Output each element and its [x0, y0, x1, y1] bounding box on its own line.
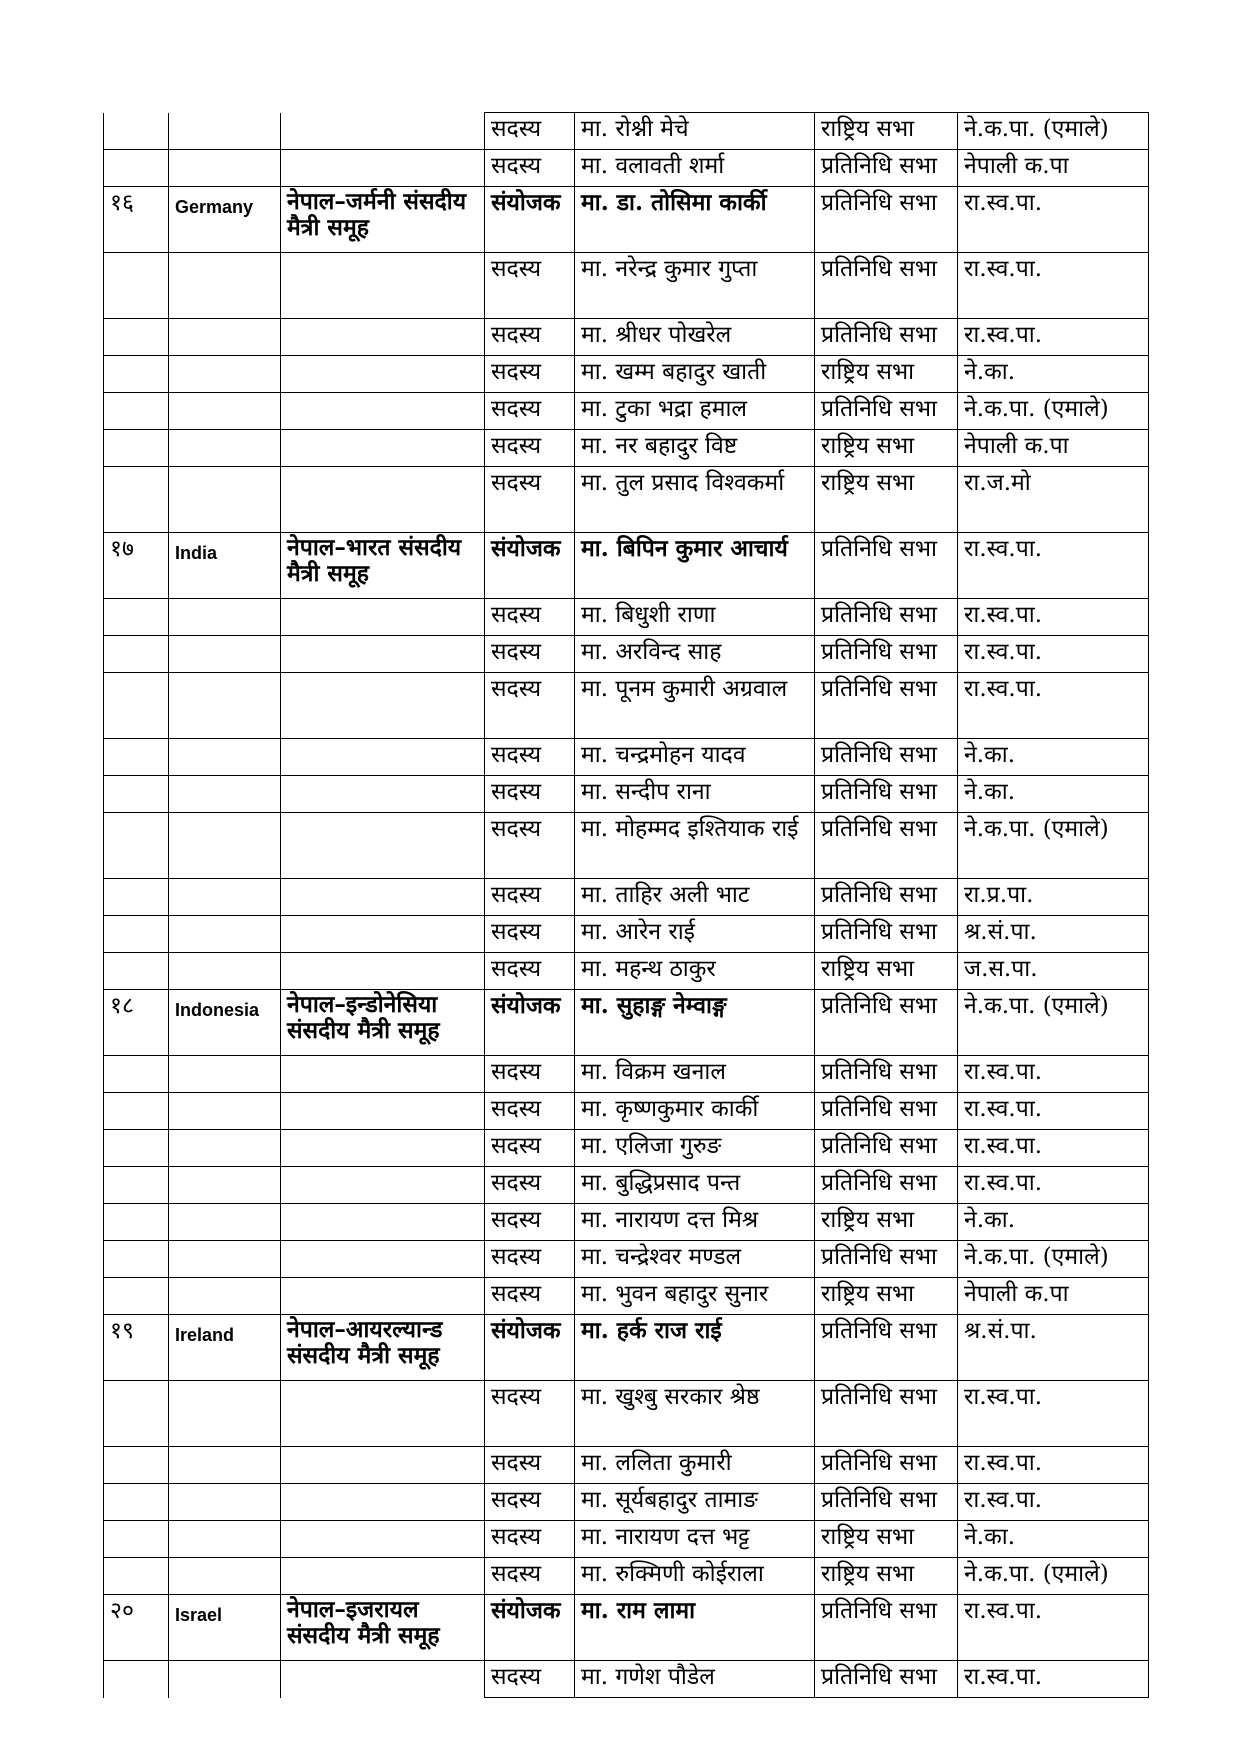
member-name-cell: मा. विक्रम खनाल	[575, 1056, 815, 1093]
serial-number-cell	[104, 1130, 169, 1167]
member-name-cell: मा. ललिता कुमारी	[575, 1447, 815, 1484]
country-name-cell	[169, 813, 281, 879]
party-name-cell: ने.का.	[958, 356, 1149, 393]
serial-number-cell	[104, 319, 169, 356]
table-row	[104, 1381, 1149, 1447]
member-role-cell: सदस्य	[485, 599, 575, 636]
serial-number-cell	[104, 1484, 169, 1521]
serial-number-cell	[104, 673, 169, 739]
house-name-cell: प्रतिनिधि सभा	[815, 813, 958, 879]
party-name-cell: नेपाली क.पा	[958, 1278, 1149, 1315]
member-name-cell: मा. हर्क राज राई	[575, 1315, 815, 1381]
member-name-cell: मा. नरेन्द्र कुमार गुप्ता	[575, 253, 815, 319]
country-name-cell	[169, 1278, 281, 1315]
serial-number-cell	[104, 1558, 169, 1595]
country-name-cell	[169, 430, 281, 467]
house-name-cell: प्रतिनिधि सभा	[815, 673, 958, 739]
member-name-cell: मा. रोश्नी मेचे	[575, 113, 815, 150]
member-role-cell: सदस्य	[485, 1661, 575, 1698]
group-name-cell	[281, 1558, 485, 1595]
group-name-cell	[281, 319, 485, 356]
house-name-cell: प्रतिनिधि सभा	[815, 990, 958, 1056]
party-name-cell: ने.क.पा. (एमाले)	[958, 393, 1149, 430]
party-name-cell: ने.का.	[958, 1521, 1149, 1558]
house-name-cell: राष्ट्रिय सभा	[815, 467, 958, 533]
member-role-cell: संयोजक	[485, 1595, 575, 1661]
party-name-cell: रा.स्व.पा.	[958, 1130, 1149, 1167]
group-name-cell	[281, 1661, 485, 1698]
country-name-cell	[169, 1204, 281, 1241]
member-role-cell: संयोजक	[485, 990, 575, 1056]
house-name-cell: प्रतिनिधि सभा	[815, 636, 958, 673]
member-role-cell: सदस्य	[485, 1093, 575, 1130]
table-row	[104, 1315, 1149, 1381]
house-name-cell: प्रतिनिधि सभा	[815, 150, 958, 187]
table-row	[104, 393, 1149, 430]
group-name-cell	[281, 776, 485, 813]
friendship-group-table	[103, 112, 1149, 1698]
member-role-cell: सदस्य	[485, 813, 575, 879]
member-name-cell: मा. ताहिर अली भाट	[575, 879, 815, 916]
table-row	[104, 1521, 1149, 1558]
party-name-cell: रा.स्व.पा.	[958, 1661, 1149, 1698]
member-role-cell: सदस्य	[485, 1484, 575, 1521]
member-name-cell: मा. अरविन्द साह	[575, 636, 815, 673]
member-role-cell: सदस्य	[485, 1130, 575, 1167]
country-name-cell	[169, 1447, 281, 1484]
table-body	[104, 113, 1149, 1698]
member-role-cell: सदस्य	[485, 953, 575, 990]
party-name-cell: रा.स्व.पा.	[958, 1381, 1149, 1447]
member-role-cell: सदस्य	[485, 430, 575, 467]
country-name-cell	[169, 1241, 281, 1278]
table-row	[104, 953, 1149, 990]
country-name-cell	[169, 1661, 281, 1698]
house-name-cell: प्रतिनिधि सभा	[815, 393, 958, 430]
party-name-cell: रा.स्व.पा.	[958, 1595, 1149, 1661]
serial-number-cell	[104, 1056, 169, 1093]
member-role-cell: सदस्य	[485, 1558, 575, 1595]
country-name-cell	[169, 113, 281, 150]
serial-number-cell	[104, 1167, 169, 1204]
member-role-cell: सदस्य	[485, 319, 575, 356]
house-name-cell: राष्ट्रिय सभा	[815, 953, 958, 990]
member-name-cell: मा. चन्द्रेश्वर मण्डल	[575, 1241, 815, 1278]
house-name-cell: प्रतिनिधि सभा	[815, 1595, 958, 1661]
party-name-cell: रा.स्व.पा.	[958, 319, 1149, 356]
country-name-cell	[169, 636, 281, 673]
group-name-cell	[281, 467, 485, 533]
group-name-cell	[281, 1130, 485, 1167]
serial-number-cell	[104, 599, 169, 636]
group-name-cell	[281, 1093, 485, 1130]
country-name-cell	[169, 953, 281, 990]
table-row	[104, 636, 1149, 673]
group-name-cell	[281, 150, 485, 187]
serial-number-cell	[104, 1521, 169, 1558]
table-row	[104, 1558, 1149, 1595]
serial-number-cell	[104, 776, 169, 813]
table-row	[104, 1447, 1149, 1484]
serial-number-cell	[104, 467, 169, 533]
party-name-cell: ने.का.	[958, 776, 1149, 813]
house-name-cell: प्रतिनिधि सभा	[815, 253, 958, 319]
country-name-cell: Israel	[169, 1595, 281, 1661]
party-name-cell: रा.ज.मो	[958, 467, 1149, 533]
serial-number-cell	[104, 393, 169, 430]
member-role-cell: संयोजक	[485, 1315, 575, 1381]
party-name-cell: रा.प्र.पा.	[958, 879, 1149, 916]
house-name-cell: प्रतिनिधि सभा	[815, 739, 958, 776]
party-name-cell: ने.क.पा. (एमाले)	[958, 113, 1149, 150]
house-name-cell: प्रतिनिधि सभा	[815, 1315, 958, 1381]
group-name-cell	[281, 1056, 485, 1093]
member-name-cell: मा. एलिजा गुरुङ	[575, 1130, 815, 1167]
serial-number-cell	[104, 879, 169, 916]
member-role-cell: सदस्य	[485, 150, 575, 187]
member-role-cell: सदस्य	[485, 393, 575, 430]
country-name-cell	[169, 356, 281, 393]
group-name-cell: नेपाल–इन्डोनेसिया संसदीय मैत्री समूह	[281, 990, 485, 1056]
party-name-cell: रा.स्व.पा.	[958, 673, 1149, 739]
country-name-cell	[169, 599, 281, 636]
country-name-cell	[169, 673, 281, 739]
table-row	[104, 1278, 1149, 1315]
member-name-cell: मा. भुवन बहादुर सुनार	[575, 1278, 815, 1315]
serial-number-cell: १६	[104, 187, 169, 253]
member-role-cell: सदस्य	[485, 1447, 575, 1484]
member-role-cell: सदस्य	[485, 253, 575, 319]
table-row	[104, 319, 1149, 356]
member-role-cell: सदस्य	[485, 916, 575, 953]
member-name-cell: मा. सुहाङ्ग नेम्वाङ्ग	[575, 990, 815, 1056]
group-name-cell	[281, 393, 485, 430]
member-name-cell: मा. महन्थ ठाकुर	[575, 953, 815, 990]
member-role-cell: सदस्य	[485, 113, 575, 150]
country-name-cell	[169, 253, 281, 319]
group-name-cell	[281, 673, 485, 739]
house-name-cell: प्रतिनिधि सभा	[815, 776, 958, 813]
member-role-cell: सदस्य	[485, 739, 575, 776]
table-row	[104, 1241, 1149, 1278]
member-name-cell: मा. खम्म बहादुर खाती	[575, 356, 815, 393]
member-role-cell: सदस्य	[485, 879, 575, 916]
party-name-cell: रा.स्व.पा.	[958, 1167, 1149, 1204]
serial-number-cell	[104, 1447, 169, 1484]
serial-number-cell	[104, 1093, 169, 1130]
country-name-cell	[169, 1093, 281, 1130]
member-name-cell: मा. नारायण दत्त भट्ट	[575, 1521, 815, 1558]
member-name-cell: मा. चन्द्रमोहन यादव	[575, 739, 815, 776]
member-role-cell: सदस्य	[485, 636, 575, 673]
house-name-cell: राष्ट्रिय सभा	[815, 430, 958, 467]
member-name-cell: मा. बिधुशी राणा	[575, 599, 815, 636]
member-name-cell: मा. पूनम कुमारी अग्रवाल	[575, 673, 815, 739]
group-name-cell	[281, 1484, 485, 1521]
group-name-cell: नेपाल–इजरायल संसदीय मैत्री समूह	[281, 1595, 485, 1661]
table-row	[104, 430, 1149, 467]
member-role-cell: सदस्य	[485, 356, 575, 393]
serial-number-cell	[104, 813, 169, 879]
serial-number-cell	[104, 430, 169, 467]
serial-number-cell	[104, 253, 169, 319]
serial-number-cell	[104, 1204, 169, 1241]
group-name-cell	[281, 916, 485, 953]
group-name-cell	[281, 1447, 485, 1484]
serial-number-cell	[104, 953, 169, 990]
serial-number-cell	[104, 636, 169, 673]
group-name-cell	[281, 253, 485, 319]
house-name-cell: राष्ट्रिय सभा	[815, 356, 958, 393]
country-name-cell	[169, 1521, 281, 1558]
member-name-cell: मा. डा. तोसिमा कार्की	[575, 187, 815, 253]
group-name-cell: नेपाल–आयरल्यान्ड संसदीय मैत्री समूह	[281, 1315, 485, 1381]
member-name-cell: मा. नारायण दत्त मिश्र	[575, 1204, 815, 1241]
country-name-cell	[169, 319, 281, 356]
table-row	[104, 1204, 1149, 1241]
country-name-cell	[169, 393, 281, 430]
house-name-cell: प्रतिनिधि सभा	[815, 1447, 958, 1484]
member-name-cell: मा. गणेश पौडेल	[575, 1661, 815, 1698]
country-name-cell	[169, 739, 281, 776]
table-row	[104, 1661, 1149, 1698]
house-name-cell: राष्ट्रिय सभा	[815, 1521, 958, 1558]
member-role-cell: सदस्य	[485, 1056, 575, 1093]
house-name-cell: प्रतिनिधि सभा	[815, 1093, 958, 1130]
country-name-cell: India	[169, 533, 281, 599]
member-role-cell: संयोजक	[485, 187, 575, 253]
country-name-cell	[169, 1056, 281, 1093]
serial-number-cell	[104, 1381, 169, 1447]
member-role-cell: सदस्य	[485, 1278, 575, 1315]
party-name-cell: रा.स्व.पा.	[958, 1056, 1149, 1093]
house-name-cell: प्रतिनिधि सभा	[815, 599, 958, 636]
country-name-cell	[169, 1130, 281, 1167]
serial-number-cell	[104, 1661, 169, 1698]
party-name-cell: श्र.सं.पा.	[958, 916, 1149, 953]
member-role-cell: सदस्य	[485, 1204, 575, 1241]
party-name-cell: रा.स्व.पा.	[958, 253, 1149, 319]
country-name-cell	[169, 467, 281, 533]
table-row	[104, 253, 1149, 319]
member-name-cell: मा. राम लामा	[575, 1595, 815, 1661]
table-row	[104, 599, 1149, 636]
group-name-cell: नेपाल–जर्मनी संसदीय मैत्री समूह	[281, 187, 485, 253]
group-name-cell	[281, 1241, 485, 1278]
serial-number-cell	[104, 916, 169, 953]
table-row	[104, 467, 1149, 533]
group-name-cell	[281, 599, 485, 636]
serial-number-cell: १९	[104, 1315, 169, 1381]
group-name-cell	[281, 739, 485, 776]
house-name-cell: प्रतिनिधि सभा	[815, 1056, 958, 1093]
table-row	[104, 1595, 1149, 1661]
house-name-cell: प्रतिनिधि सभा	[815, 1130, 958, 1167]
country-name-cell	[169, 1167, 281, 1204]
party-name-cell: ने.क.पा. (एमाले)	[958, 813, 1149, 879]
country-name-cell: Germany	[169, 187, 281, 253]
country-name-cell	[169, 776, 281, 813]
table-row	[104, 673, 1149, 739]
table-row	[104, 1056, 1149, 1093]
house-name-cell: प्रतिनिधि सभा	[815, 879, 958, 916]
serial-number-cell	[104, 113, 169, 150]
group-name-cell	[281, 879, 485, 916]
party-name-cell: रा.स्व.पा.	[958, 1093, 1149, 1130]
member-role-cell: सदस्य	[485, 1167, 575, 1204]
serial-number-cell	[104, 1278, 169, 1315]
group-name-cell	[281, 636, 485, 673]
table-row	[104, 1484, 1149, 1521]
house-name-cell: प्रतिनिधि सभा	[815, 187, 958, 253]
party-name-cell: ने.क.पा. (एमाले)	[958, 990, 1149, 1056]
party-name-cell: रा.स्व.पा.	[958, 1447, 1149, 1484]
member-role-cell: सदस्य	[485, 673, 575, 739]
member-name-cell: मा. नर बहादुर विष्ट	[575, 430, 815, 467]
table-row	[104, 990, 1149, 1056]
house-name-cell: प्रतिनिधि सभा	[815, 916, 958, 953]
country-name-cell	[169, 879, 281, 916]
house-name-cell: राष्ट्रिय सभा	[815, 113, 958, 150]
table-row	[104, 187, 1149, 253]
country-name-cell: Ireland	[169, 1315, 281, 1381]
country-name-cell	[169, 916, 281, 953]
member-name-cell: मा. रुक्मिणी कोईराला	[575, 1558, 815, 1595]
group-name-cell	[281, 813, 485, 879]
party-name-cell: रा.स्व.पा.	[958, 1484, 1149, 1521]
party-name-cell: ने.क.पा. (एमाले)	[958, 1241, 1149, 1278]
member-role-cell: सदस्य	[485, 1521, 575, 1558]
group-name-cell	[281, 1381, 485, 1447]
house-name-cell: प्रतिनिधि सभा	[815, 1484, 958, 1521]
table-row	[104, 356, 1149, 393]
house-name-cell: प्रतिनिधि सभा	[815, 1661, 958, 1698]
country-name-cell	[169, 1558, 281, 1595]
member-name-cell: मा. कृष्णकुमार कार्की	[575, 1093, 815, 1130]
party-name-cell: ने.का.	[958, 739, 1149, 776]
member-role-cell: सदस्य	[485, 1381, 575, 1447]
table-row	[104, 150, 1149, 187]
group-name-cell	[281, 356, 485, 393]
party-name-cell: ज.स.पा.	[958, 953, 1149, 990]
group-name-cell	[281, 430, 485, 467]
serial-number-cell: १७	[104, 533, 169, 599]
member-name-cell: मा. सन्दीप राना	[575, 776, 815, 813]
serial-number-cell	[104, 1241, 169, 1278]
house-name-cell: प्रतिनिधि सभा	[815, 1167, 958, 1204]
table-row	[104, 739, 1149, 776]
party-name-cell: रा.स्व.पा.	[958, 599, 1149, 636]
party-name-cell: श्र.सं.पा.	[958, 1315, 1149, 1381]
group-name-cell	[281, 1167, 485, 1204]
member-name-cell: मा. मोहम्मद इश्तियाक राई	[575, 813, 815, 879]
member-name-cell: मा. बिपिन कुमार आचार्य	[575, 533, 815, 599]
member-name-cell: मा. सूर्यबहादुर तामाङ	[575, 1484, 815, 1521]
serial-number-cell: २०	[104, 1595, 169, 1661]
table-row	[104, 1167, 1149, 1204]
member-role-cell: सदस्य	[485, 776, 575, 813]
table-row	[104, 1130, 1149, 1167]
house-name-cell: राष्ट्रिय सभा	[815, 1558, 958, 1595]
serial-number-cell: १८	[104, 990, 169, 1056]
member-role-cell: सदस्य	[485, 1241, 575, 1278]
table-row	[104, 879, 1149, 916]
house-name-cell: प्रतिनिधि सभा	[815, 319, 958, 356]
country-name-cell	[169, 1484, 281, 1521]
house-name-cell: राष्ट्रिय सभा	[815, 1278, 958, 1315]
serial-number-cell	[104, 356, 169, 393]
house-name-cell: प्रतिनिधि सभा	[815, 1241, 958, 1278]
table-row	[104, 1093, 1149, 1130]
table-row	[104, 813, 1149, 879]
table-row	[104, 113, 1149, 150]
group-name-cell	[281, 1204, 485, 1241]
house-name-cell: राष्ट्रिय सभा	[815, 1204, 958, 1241]
member-name-cell: मा. तुल प्रसाद विश्वकर्मा	[575, 467, 815, 533]
party-name-cell: ने.का.	[958, 1204, 1149, 1241]
serial-number-cell	[104, 739, 169, 776]
house-name-cell: प्रतिनिधि सभा	[815, 1381, 958, 1447]
table-row	[104, 776, 1149, 813]
table-row	[104, 533, 1149, 599]
member-name-cell: मा. वलावती शर्मा	[575, 150, 815, 187]
member-name-cell: मा. टुका भद्रा हमाल	[575, 393, 815, 430]
group-name-cell	[281, 1521, 485, 1558]
serial-number-cell	[104, 150, 169, 187]
group-name-cell	[281, 953, 485, 990]
group-name-cell	[281, 1278, 485, 1315]
party-name-cell: रा.स्व.पा.	[958, 187, 1149, 253]
group-name-cell	[281, 113, 485, 150]
party-name-cell: नेपाली क.पा	[958, 150, 1149, 187]
member-name-cell: मा. बुद्धिप्रसाद पन्त	[575, 1167, 815, 1204]
table-row	[104, 916, 1149, 953]
house-name-cell: प्रतिनिधि सभा	[815, 533, 958, 599]
country-name-cell	[169, 150, 281, 187]
country-name-cell: Indonesia	[169, 990, 281, 1056]
member-name-cell: मा. आरेन राई	[575, 916, 815, 953]
party-name-cell: रा.स्व.पा.	[958, 533, 1149, 599]
group-name-cell: नेपाल–भारत संसदीय मैत्री समूह	[281, 533, 485, 599]
member-name-cell: मा. खुश्बु सरकार श्रेष्ठ	[575, 1381, 815, 1447]
member-role-cell: सदस्य	[485, 467, 575, 533]
party-name-cell: रा.स्व.पा.	[958, 636, 1149, 673]
party-name-cell: ने.क.पा. (एमाले)	[958, 1558, 1149, 1595]
member-name-cell: मा. श्रीधर पोखरेल	[575, 319, 815, 356]
country-name-cell	[169, 1381, 281, 1447]
member-role-cell: संयोजक	[485, 533, 575, 599]
party-name-cell: नेपाली क.पा	[958, 430, 1149, 467]
